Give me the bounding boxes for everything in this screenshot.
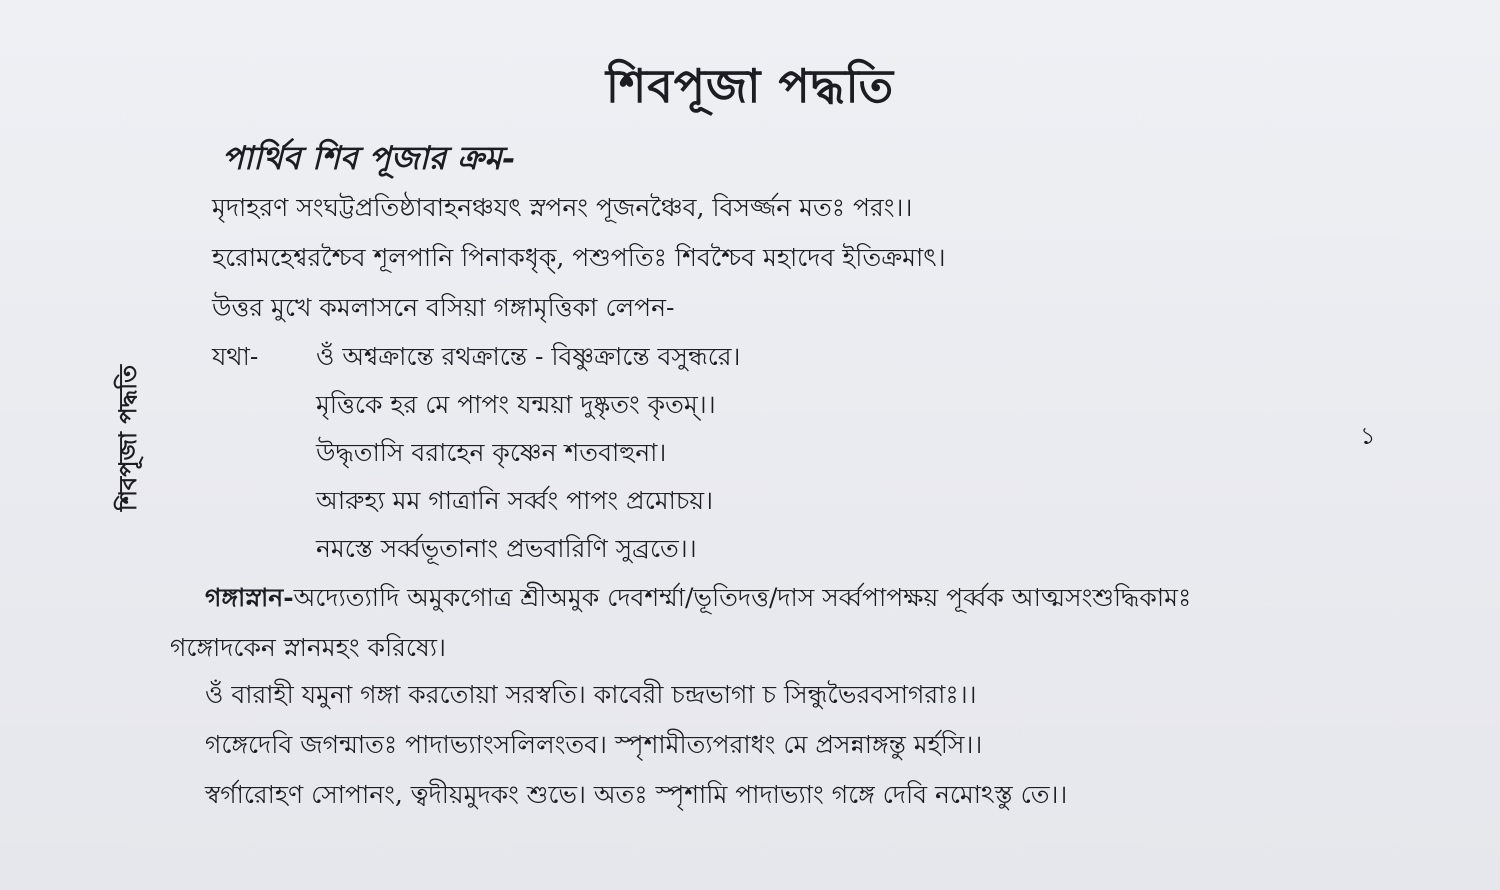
intro-line-1: মৃদাহরণ সংঘট্টপ্রতিষ্ঠাবাহনঞ্চযৎ স্নপনং পূজনঞ্চৈব, বিসর্জ্জন মতঃ পরং।।	[212, 193, 913, 222]
verse-line-4: আরুহ্য মম গাত্রানি সর্ব্বং পাপং প্রমোচয়।	[316, 486, 714, 515]
verse-line-1: ওঁ অশ্বক্রান্তে রথক্রান্তে - বিষ্ণুক্রান্তে বসুন্ধরে।	[316, 342, 741, 371]
yatha-label: যথা-	[212, 342, 259, 371]
closing-line-3: স্বর্গারোহণ সোপানং, ত্বদীয়মুদকং শুভে। অতঃ স্পৃশামি পাদাভ্যাং গঙ্গে দেবি নমোঽস্তু তে।।	[205, 780, 1068, 809]
closing-line-1: ওঁ বারাহী যমুনা গঙ্গা করতোয়া সরস্বতি। কাবেরী চন্দ্রভাগা চ সিন্ধুভৈরবসাগরাঃ।।	[205, 680, 977, 709]
verse-line-2: মৃত্তিকে হর মে পাপং যন্ময়া দুষ্কৃতং কৃতম্‌।।	[316, 390, 716, 419]
side-running-header-text: শিবপূজা পদ্ধতি	[113, 364, 142, 512]
snan-text: অদ্যেত্যাদি অমুকগোত্র শ্রীঅমুক দেবশর্ম্মা/ভূতিদত্ত/দাস সর্ব্বপাপক্ষয় পূর্ব্বক আত্মসংশুদ্ধিকামঃ	[293, 583, 1192, 612]
snan-label: গঙ্গাস্নান-	[205, 583, 294, 612]
page-title: শিবপূজা পদ্ধতি	[605, 59, 895, 113]
closing-line-2: গঙ্গেদেবি জগন্মাতঃ পাদাভ্যাংসলিলংতব। স্পৃশামীত্যপরাধং মে প্রসন্নাঙ্গন্তু মর্হসি।।	[205, 730, 983, 759]
intro-line-3: উত্তর মুখে কমলাসনে বসিয়া গঙ্গামৃত্তিকা লেপন-	[212, 293, 675, 322]
section-subtitle: পার্থিব শিব পূজার ক্রম-	[222, 139, 516, 177]
page-number: ১	[1360, 422, 1376, 450]
snan-paragraph	[205, 583, 1191, 613]
snan-continuation: গঙ্গোদকেন স্নানমহং করিষ্যে।	[170, 633, 446, 662]
verse-line-5: নমস্তে সর্ব্বভূতানাং প্রভবারিণি সুব্রতে।।	[316, 534, 697, 563]
intro-line-2: হরোমহেশ্বরশ্চৈব শূলপানি পিনাকধৃক্‌, পশুপতিঃ শিবশ্চৈব মহাদেব ইতিক্রমাৎ।	[212, 243, 946, 272]
verse-line-3: উদ্ধৃতাসি বরাহেন কৃষ্ণেন শতবাহুনা।	[316, 438, 667, 467]
